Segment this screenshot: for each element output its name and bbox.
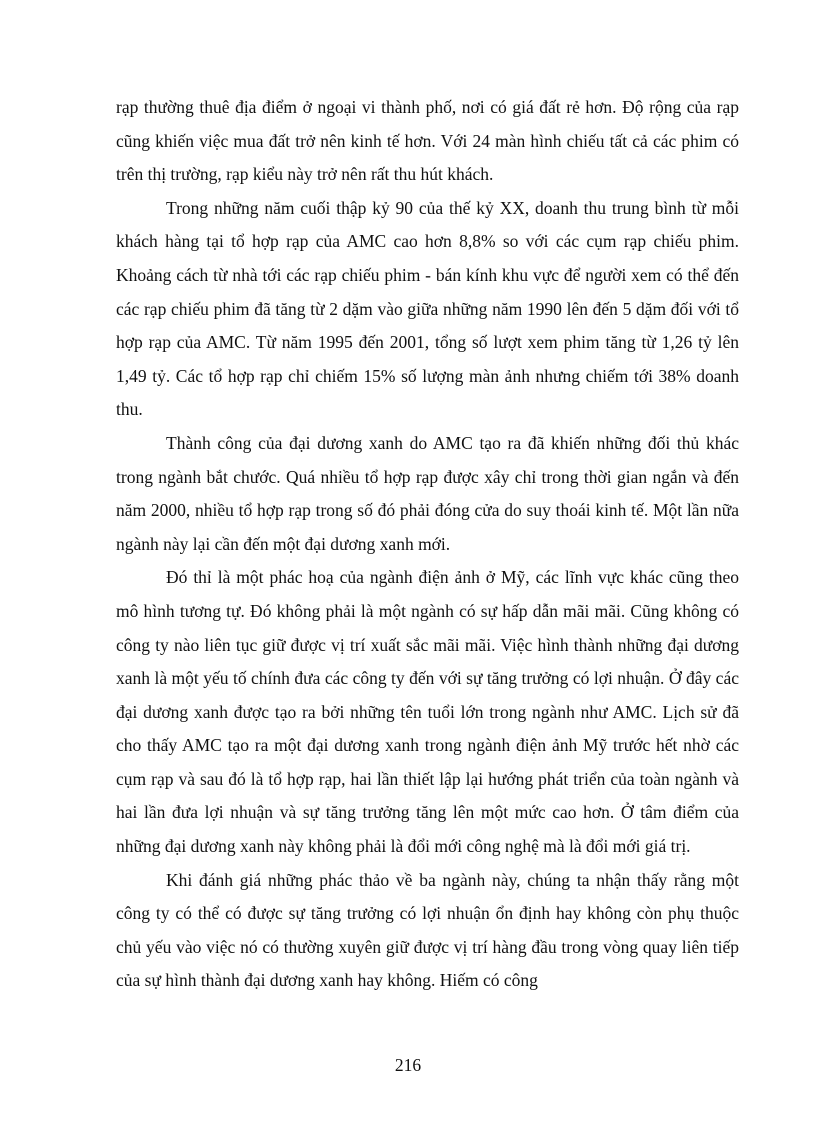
paragraph-three-industries: Khi đánh giá những phác thảo về ba ngành này, chúng ta nhận thấy rằng một công ty có thể có được sự tăng trưởng có lợi nhuận ổn định hay không còn phụ thuộc chủ yếu vào việc nó có thường xuyên giữ được vị trí hàng đầu trong vòng quay liên tiếp của sự hình thành đại dương xanh hay không. Hiếm có công [116, 869, 739, 991]
paragraph-film-industry-sketch: Đó thỉ là một phác hoạ của ngành điện ảnh ở Mỹ, các lĩnh vực khác cũng theo mô hình tương tự. Đó không phải là một ngành có sự hấp dẫn mãi mãi. Cũng không có công ty nào liên tục giữ được vị trí xuất sắc mãi mãi. Việc hình thành những đại dương xanh là một yếu tố chính đưa các công ty đến với sự tăng trưởng có lợi nhuận. Ở đây các đại dương xanh được tạo ra bởi những tên tuổi lớn trong ngành như AMC. Lịch sử đã cho thấy AMC tạo ra một đại dương xanh trong ngành điện ảnh Mỹ trước hết nhờ các cụm rạp và sau đó là tổ hợp rạp, hai lần thiết lập lại hướng phát triển của toàn ngành và hai lần đưa lợi nhuận và sự tăng trưởng tăng lên một mức cao hơn. Ở tâm điểm của những đại dương xanh này không phải là đổi mới công nghệ mà là đổi mới giá trị. [116, 567, 739, 857]
body-text [116, 91, 739, 998]
page-number: 216 [394, 1055, 422, 1075]
paragraph-competitors-imitate: Thành công của đại dương xanh do AMC tạo ra đã khiến những đối thủ khác trong ngành bắt chước. Quá nhiều tổ hợp rạp được xây chỉ trong thời gian ngắn và đến năm 2000, nhiều tổ hợp rạp trong số đó phải đóng cửa do suy thoái kinh tế. Một lần nữa ngành này lại cần đến một đại dương xanh mới. [116, 432, 739, 554]
paragraph-continuation: rạp thường thuê địa điểm ở ngoại vi thành phố, nơi có giá đất rẻ hơn. Độ rộng của rạp cũng khiến việc mua đất trở nên kinh tế hơn. Với 24 màn hình chiếu tất cả các phim có trên thị trường, rạp kiểu này trở nên rất thu hút khách. [116, 97, 739, 185]
paragraph-amc-revenue: Trong những năm cuối thập kỷ 90 của thế kỷ XX, doanh thu trung bình từ mỗi khách hàng tại tổ hợp rạp của AMC cao hơn 8,8% so với các cụm rạp chiếu phim. Khoảng cách từ nhà tới các rạp chiếu phim - bán kính khu vực để người xem có thể đến các rạp chiếu phim đã tăng từ 2 dặm vào giữa những năm 1990 lên đến 5 dặm đối với tổ hợp rạp của AMC. Từ năm 1995 đến 2001, tổng số lượt xem phim tăng từ 1,26 tỷ lên 1,49 tỷ. Các tổ hợp rạp chỉ chiếm 15% số lượng màn ảnh nhưng chiếm tới 38% doanh thu. [116, 197, 739, 420]
